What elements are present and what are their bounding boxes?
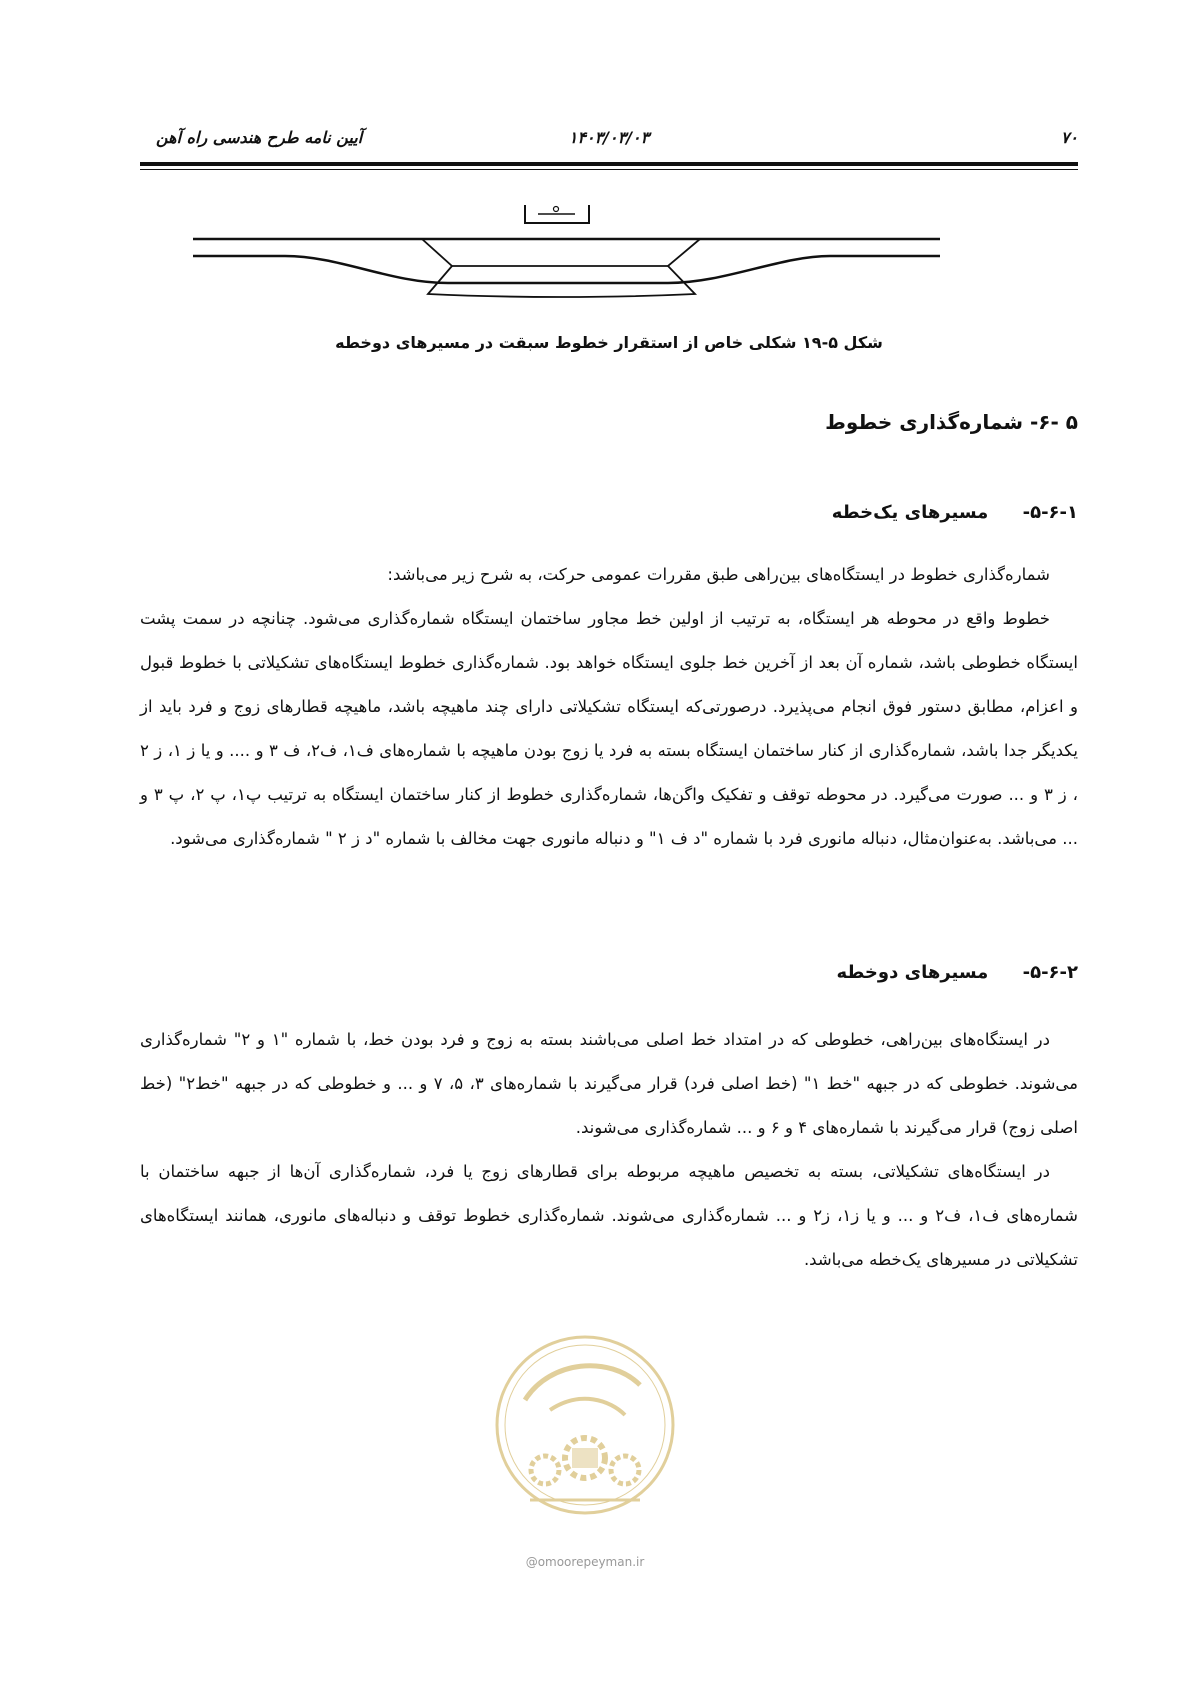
- subsection-number: ۵-۶-۲-: [1022, 962, 1078, 983]
- watermark-site: @omoorepeyman.ir: [525, 1555, 645, 1569]
- page-number: ۷۰: [1060, 128, 1078, 147]
- header-date: ۱۴۰۳/۰۳/۰۳: [568, 128, 650, 147]
- running-header: [140, 128, 1078, 152]
- subsection-heading-1: [832, 502, 1078, 523]
- subsection-body-2: [140, 1018, 1078, 1282]
- passing-siding-loop-lower: [428, 266, 695, 297]
- subsection-body-1: [140, 553, 1078, 861]
- section-heading: ۵ -۶- شماره‌گذاری خطوط: [825, 410, 1078, 434]
- watermark-logo: [490, 1330, 680, 1560]
- subsection-title: مسیرهای یک‌خطه: [831, 502, 989, 523]
- paragraph: شماره‌گذاری خطوط در ایستگاه‌های بین‌راهی طبق مقررات عمومی حرکت، به شرح زیر می‌باشد:: [387, 565, 1050, 584]
- paragraph: در ایستگاه‌های بین‌راهی، خطوطی که در امتداد خط اصلی می‌باشند بسته به زوج و فرد بودن خط، با شماره "۱ و ۲" شماره‌گذاری می‌شوند. خطوطی که در جبهه "خط ۱" (خط اصلی فرد) قرار می‌گیرند با شماره‌های ۳، ۵، ۷ و ... و خطوطی که در جبهه "خط۲" (خط اصلی زوج) قرار می‌گیرند با شماره‌های ۴ و ۶ و ... شماره‌گذاری می‌شوند.: [140, 1030, 1079, 1137]
- header-doc-title: آیین نامه طرح هندسی راه آهن: [156, 128, 363, 147]
- figure-caption: شکل ۵-۱۹ شکلی خاص از استقرار خطوط سبقت در مسیرهای دوخطه: [335, 333, 883, 352]
- paragraph: خطوط واقع در محوطه هر ایستگاه، به ترتیب از اولین خط مجاور ساختمان ایستگاه شماره‌گذاری می‌شود. چنانچه در سمت پشت ایستگاه خطوطی باشد، شماره آن بعد از آخرین خط جلوی ایستگاه خواهد بود. شماره‌گذاری خطوط ایستگاه‌های تشکیلاتی با خطوط قبول و اعزام، مطابق دستور فوق انجام می‌پذیرد. درصورتی‌که ایستگاه تشکیلاتی دارای چند ماهیچه باشد، ماهیچه قطارهای زوج و فرد باید از یکدیگر جدا باشد، شماره‌گذاری از کنار ساختمان ایستگاه بسته به فرد یا زوج بودن ماهیچه با شماره‌های ف۱، ف۲، ف ۳ و .... و یا ز ۱، ز ۲ ، ز ۳ و ... صورت می‌گیرد. در محوطه توقف و تفکیک واگن‌ها، شماره‌گذاری خطوط از کنار ساختمان ایستگاه به ترتیب پ۱، پ ۲، پ ۳ و ... می‌باشد. به‌عنوان‌مثال، دنباله مانوری فرد با شماره "د ف ۱" و دنباله مانوری جهت مخالف با شماره "د ز ۲ " شماره‌گذاری می‌شود.: [140, 609, 1078, 848]
- station-symbol-icon: [554, 207, 559, 212]
- passing-siding-loop: [422, 239, 700, 266]
- header-rule-thick: [140, 162, 1078, 166]
- subsection-number: ۵-۶-۱-: [1022, 502, 1078, 523]
- track-layout-diagram: [190, 205, 1020, 330]
- subsection-title: مسیرهای دوخطه: [836, 962, 989, 983]
- subsection-heading-2: [836, 962, 1078, 983]
- second-track-line: [193, 256, 940, 283]
- header-rule-thin: [140, 169, 1078, 170]
- paragraph: در ایستگاه‌های تشکیلاتی، بسته به تخصیص ماهیچه مربوطه برای قطارهای زوج یا فرد، شماره‌گذاری آن‌ها از جبهه ساختمان با شماره‌های ف۱، ف۲ و ... و یا ز۱، ز۲ و ... شماره‌گذاری می‌شوند. شماره‌گذاری خطوط توقف و دنباله‌های مانوری، همانند ایستگاه‌های تشکیلاتی در مسیرهای یک‌خطه می‌باشد.: [140, 1162, 1078, 1269]
